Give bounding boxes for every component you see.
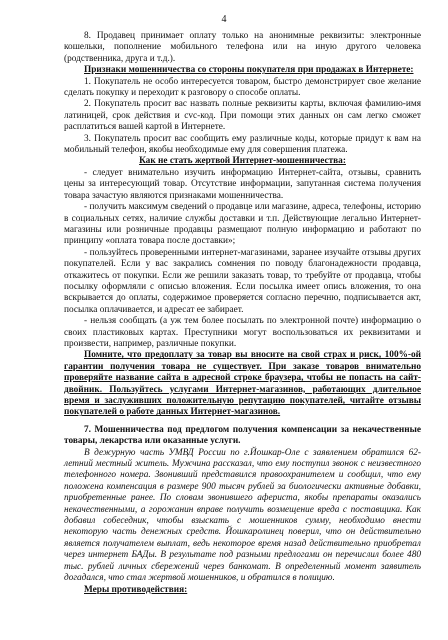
buyer-sign-1: 1. Покупатель не особо интересуется товаром, быстро демонстрирует свое желание сделать покупку и переходит к разговору о способе оплаты. <box>64 76 421 99</box>
victim-prevention-heading: Как не стать жертвой Интернет-мошенничества: <box>139 156 346 167</box>
buyer-fraud-heading: Признаки мошенничества со стороны покупателя при продажах в Интернете: <box>84 65 414 76</box>
buyer-sign-2: 2. Покупатель просит вас назвать полные реквизиты карты, включая фамилию-имя латиницей, срок действия и cvc-код. При помощи этих данных он сам легко сможет расплатиться вашей картой в Интернете. <box>64 99 421 133</box>
warning-paragraph: Помните, что предоплату за товар вы вносите на свой страх и риск, 100%-ой гарантии получения товара не существует. При заказе товаров внимательно проверяйте название сайта в адресной строке браузера, чтобы не попасть на сайт-двойник. Пользуйтесь услугами Интернет-магазинов, работающих длительное время и заслуживших положительную репутацию покупателей, читайте отзывы покупателей о работе данных Интернет-магазинов. <box>64 350 421 418</box>
prevention-tip-4: - нельзя сообщать (а уж тем более посылать по электронной почте) информацию о своих пластиковых картах. Преступники могут воспользоваться их реквизитами и произвести, например, различные покупки. <box>64 316 421 349</box>
page-number: 4 <box>221 14 227 25</box>
countermeasures-heading: Меры противодействия: <box>84 584 188 595</box>
fraud-sign-8: 8. Продавец принимает оплату только на анонимные реквизиты: электронные кошельки, пополнение мобильного телефона или на иную другого человека (родственника, друга и т.д.). <box>64 31 421 64</box>
page-content <box>64 31 421 596</box>
buyer-sign-3: 3. Покупатель просит вас сообщить ему различные коды, которые придут к вам на мобильный телефон, якобы необходимые ему для совершения платежа. <box>64 133 421 156</box>
prevention-tip-2: - получить максимум сведений о продавце или магазине, адреса, телефоны, историю в социальных сетях, наличие службы доставки и т.п. Действующие легально Интернет-магазины или розничные продавцы размещают полную информацию и работают по принципу «оплата товара после доставки»; <box>64 202 421 247</box>
section-7-heading: 7. Мошенничества под предлогом получения компенсации за некачественные товары, лекарства или оказанные услуги. <box>64 424 421 447</box>
case-story: В дежурную часть УМВД России по г.Йошкар-Оле с заявлением обратился 62-летний местный житель. Мужчина рассказал, что ему поступил звонок с неизвестного телефонного номера. Звонивший представился правоохранителем и сообщил, что ему положена компенсация в размере 900 тысяч рублей за биологически активные добавки, приобретенные ранее. По словам звонившего афериста, якобы препараты оказались некачественными, а горожанин вправе получить возмещение вреда с поставщика. Как добавил собеседник, чтобы взыскать с мошенников сумму, необходимо внести некоторую часть денежных средств. Йошкаролинец поверил, что он действительно является получателем выплат, ведь некоторое время назад действительно приобретал через интернет БАДы. В результате под разными предлогами он перечислил более 480 тыс. рублей личных сбережений через банкомат. В определенный момент заявитель догадался, что стал жертвой мошенников, и обратился в полицию. <box>64 447 421 584</box>
prevention-tip-3: - пользуйтесь проверенными интернет-магазинами, заранее изучайте отзывы других покупателей. Если у вас закрались сомнения по поводу благонадежности продавца, откажитесь от покупки. Если же решили заказать товар, то требуйте от продавца, чтобы посылку оформляли с описью вложения. Если посылка имеет опись вложения, то она вскрывается до оплаты, содержимое проверяется согласно перечню, подписывается акт, посылка оплачивается, и адресат ее забирает. <box>64 247 421 315</box>
prevention-tip-1: - следует внимательно изучить информацию Интернет-сайта, отзывы, сравнить цены за интересующий товар. Отсутствие информации, запутанная система получения товара зачастую являются признаками мошенничества. <box>64 167 421 201</box>
